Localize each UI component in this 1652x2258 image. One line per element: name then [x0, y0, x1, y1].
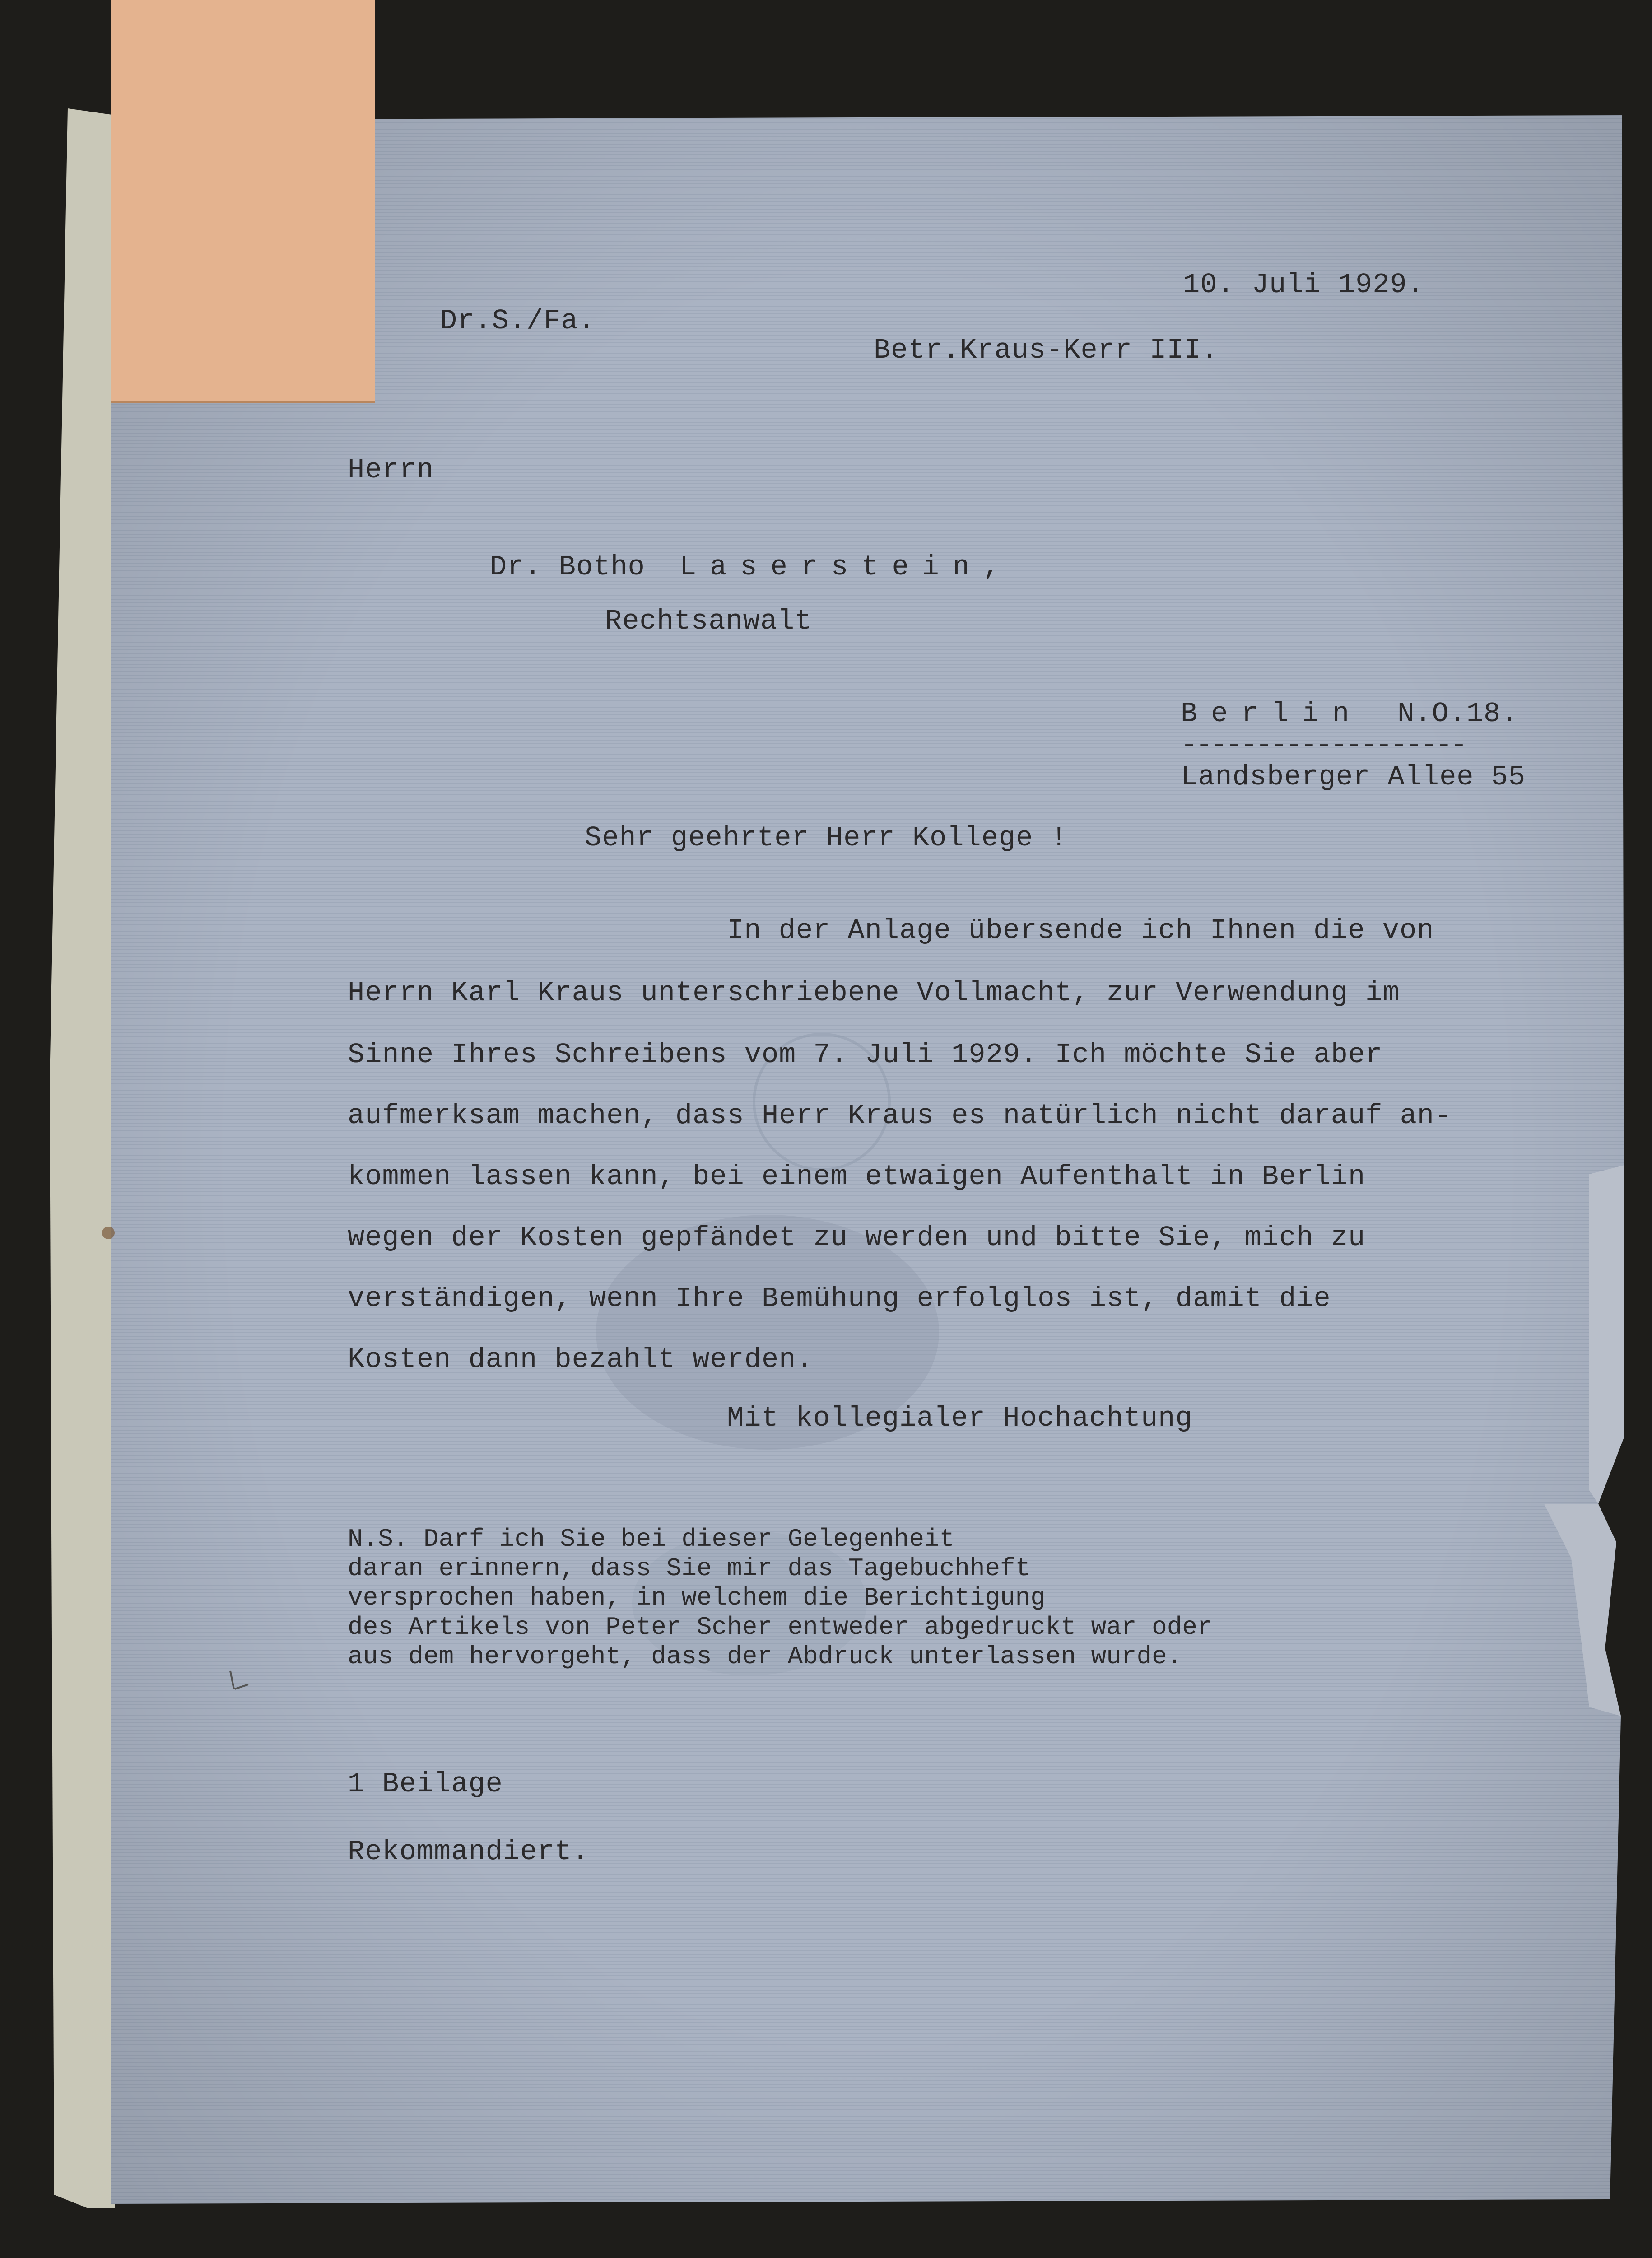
date: 10. Juli 1929. — [1183, 269, 1424, 301]
body-line: Kosten dann bezahlt werden. — [348, 1344, 814, 1376]
postscript-line: versprochen haben, in welchem die Berichtigung — [348, 1583, 1046, 1612]
postscript-line: des Artikels von Peter Scher entweder abgedruckt war oder — [348, 1613, 1213, 1642]
greeting: Sehr geehrter Herr Kollege ! — [585, 822, 1068, 854]
reference-code: Dr.S./Fa. — [440, 305, 596, 337]
body-line: kommen lassen kann, bei einem etwaigen Aufenthalt in Berlin — [348, 1161, 1366, 1193]
postscript-line: aus dem hervorgeht, dass der Abdruck unterlassen wurde. — [348, 1642, 1182, 1671]
city: Berlin — [1181, 698, 1363, 730]
body-line: Herrn Karl Kraus unterschriebene Vollmacht, zur Verwendung im — [348, 977, 1400, 1009]
body-line: wegen der Kosten gepfändet zu werden und bitte Sie, mich zu — [348, 1222, 1366, 1254]
closing: Mit kollegialer Hochachtung — [727, 1402, 1193, 1434]
recipient-title: Rechtsanwalt — [605, 605, 812, 637]
address-rule: ------------------- — [1181, 729, 1466, 761]
recipient-first-name: Dr. Botho — [490, 551, 645, 583]
postscript-line: daran erinnern, dass Sie mir das Tagebuchheft — [348, 1554, 1031, 1583]
recipient-last-name: Laserstein, — [679, 551, 1014, 583]
street-address: Landsberger Allee 55 — [1181, 761, 1526, 793]
recipient-salutation: Herrn — [348, 454, 434, 486]
enclosure-note: 1 Beilage — [348, 1768, 503, 1800]
body-line: In der Anlage übersende ich Ihnen die von — [727, 914, 1434, 947]
body-line: aufmerksam machen, dass Herr Kraus es natürlich nicht darauf an- — [348, 1100, 1452, 1132]
body-line: Sinne Ihres Schreibens vom 7. Juli 1929. Ich möchte Sie aber — [348, 1039, 1383, 1071]
subject-line: Betr.Kraus-Kerr III. — [874, 334, 1219, 366]
body-line: verständigen, wenn Ihre Bemühung erfolglos ist, damit die — [348, 1283, 1331, 1315]
postscript-line: N.S. Darf ich Sie bei dieser Gelegenheit — [348, 1525, 955, 1554]
delivery-note: Rekommandiert. — [348, 1836, 589, 1868]
postal-district: N.O.18. — [1397, 698, 1518, 730]
